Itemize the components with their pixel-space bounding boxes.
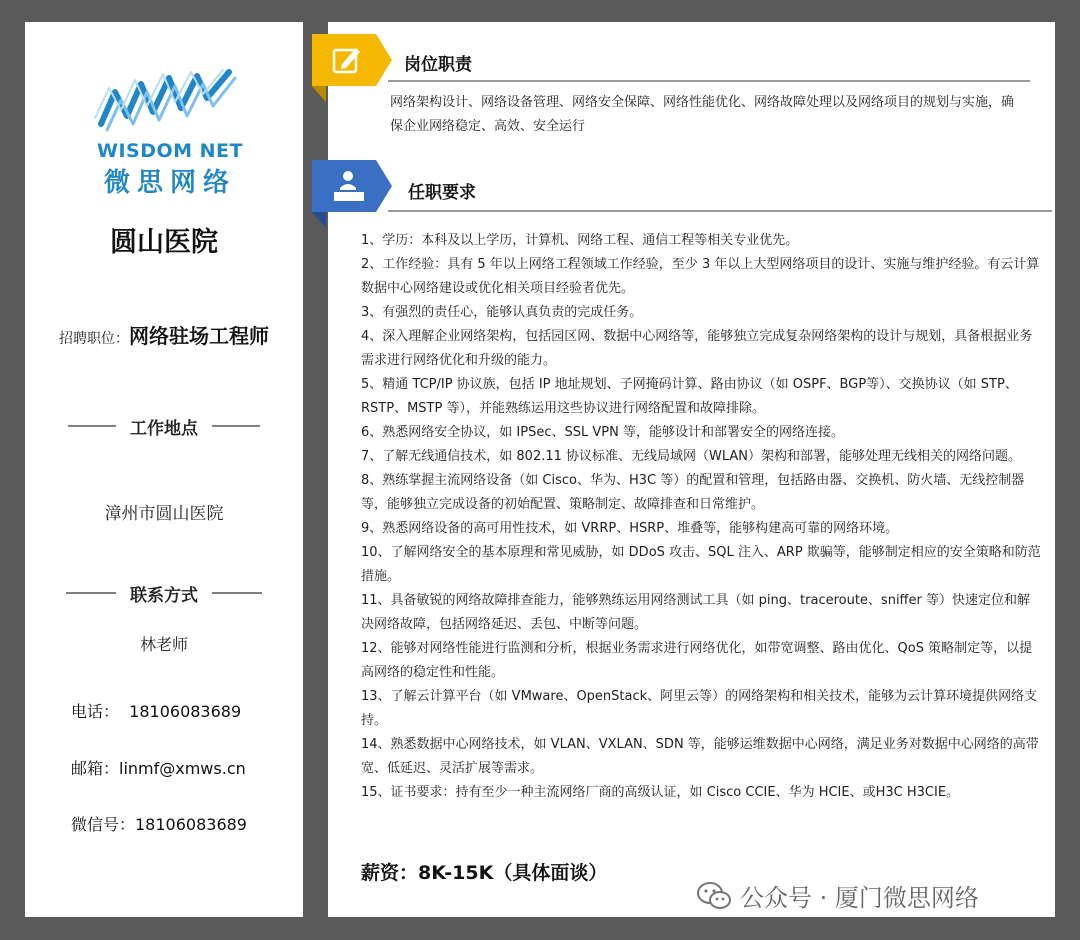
list-item: 11、具备敏锐的网络故障排查能力，能够熟练运用网络测试工具（如 ping、traceroute、sniffer 等）快速定位和解决网络故障，包括网络延迟、丢包、中断等问题。 bbox=[361, 593, 1030, 632]
position-value: 网络驻场工程师 bbox=[129, 324, 269, 348]
duty-text: 网络架构设计、网络设备管理、网络安全保障、网络性能优化、网络故障处理以及网络项目的规划与实施，确保企业网络稳定、高效、安全运行 bbox=[390, 95, 1015, 134]
company-logo bbox=[87, 68, 253, 198]
divider bbox=[66, 592, 116, 594]
contact-heading bbox=[25, 581, 303, 605]
divider bbox=[68, 425, 116, 427]
watermark bbox=[696, 878, 979, 913]
requirements-rule bbox=[388, 210, 1052, 212]
company-name: 圆山医院 bbox=[110, 227, 218, 258]
list-item: 15、证书要求：持有至少一种主流网络厂商的高级认证，如 Cisco CCIE、华为 HCIE、或H3C H3CIE。 bbox=[361, 785, 960, 800]
salary-text: 薪资：8K-15K（具体面谈） bbox=[361, 862, 608, 884]
list-item: 9、熟悉网络设备的高可用性技术，如 VRRP、HSRP、堆叠等，能够构建高可靠的网络环境。 bbox=[361, 521, 899, 536]
duty-rule bbox=[388, 80, 1030, 82]
contact-wechat: 微信号：18106083689 bbox=[71, 815, 247, 834]
job-detail-panel bbox=[328, 22, 1055, 917]
list-item: 10、了解网络安全的基本原理和常见威胁，如 DDoS 攻击、SQL 注入、ARP 欺骗等，能够制定相应的安全策略和防范措施。 bbox=[361, 545, 1041, 584]
requirements-list bbox=[361, 229, 1041, 805]
divider bbox=[212, 592, 262, 594]
list-item: 7、了解无线通信技术，如 802.11 协议标准、无线局域网（WLAN）架构和部署，能够处理无线相关的网络问题。 bbox=[361, 449, 1022, 464]
list-item: 5、精通 TCP/IP 协议族，包括 IP 地址规划、子网掩码计算、路由协议（如 OSPF、BGP等）、交换协议（如 STP、RSTP、MSTP 等），并能熟练运用这些协议进行网络配置和故障排除。 bbox=[361, 377, 1018, 416]
location-heading bbox=[25, 414, 303, 438]
location-value: 漳州市圆山医院 bbox=[104, 504, 224, 524]
list-item: 13、了解云计算平台（如 VMware、OpenStack、阿里云等）的网络架构和相关技术，能够为云计算环境提供网络支持。 bbox=[361, 689, 1038, 728]
duty-title: 岗位职责 bbox=[404, 55, 472, 75]
contact-phone: 电话： 18106083689 bbox=[71, 702, 242, 721]
location-heading-label: 工作地点 bbox=[130, 418, 198, 439]
position-label: 招聘职位： bbox=[59, 331, 129, 347]
list-item: 2、工作经验：具有 5 年以上网络工程领域工作经验，至少 3 年以上大型网络项目的设计、实施与维护经验。有云计算数据中心网络建设或优化相关项目经验者优先。 bbox=[361, 257, 1040, 296]
list-item: 12、能够对网络性能进行监测和分析，根据业务需求进行网络优化，如带宽调整、路由优化、QoS 策略制定等，以提高网络的稳定性和性能。 bbox=[361, 641, 1033, 680]
divider bbox=[212, 425, 260, 427]
contact-heading-label: 联系方式 bbox=[130, 585, 198, 606]
duty-banner bbox=[312, 34, 392, 102]
list-item: 4、深入理解企业网络架构，包括园区网、数据中心网络等，能够独立完成复杂网络架构的设计与规划，具备根据业务需求进行网络优化和升级的能力。 bbox=[361, 329, 1033, 368]
requirements-title: 任职要求 bbox=[408, 183, 476, 203]
contact-person: 林老师 bbox=[139, 635, 188, 654]
list-item: 8、熟练掌握主流网络设备（如 Cisco、华为、H3C 等）的配置和管理，包括路由器、交换机、防火墙、无线控制器等，能够独立完成设备的初始配置、策略制定、故障排查和日常维护。 bbox=[361, 473, 1025, 512]
list-item: 6、熟悉网络安全协议，如 IPSec、SSL VPN 等，能够设计和部署安全的网络连接。 bbox=[361, 425, 844, 440]
position-row bbox=[25, 320, 303, 349]
watermark-text: 公众号 · 厦门微思网络 bbox=[740, 884, 979, 912]
logo-text-en: WISDOM NET bbox=[97, 140, 243, 162]
wechat-icon bbox=[696, 881, 732, 911]
requirements-banner bbox=[312, 160, 392, 228]
contact-email: 邮箱：linmf@xmws.cn bbox=[71, 759, 246, 778]
contact-sidebar bbox=[25, 22, 303, 917]
list-item: 14、熟悉数据中心网络技术，如 VLAN、VXLAN、SDN 等，能够运维数据中心网络，满足业务对数据中心网络的高带宽、低延迟、灵活扩展等需求。 bbox=[361, 737, 1039, 776]
logo-wave-icon bbox=[87, 68, 253, 140]
list-item: 1、学历：本科及以上学历，计算机、网络工程、通信工程等相关专业优先。 bbox=[361, 233, 799, 248]
logo-text-cn: 微思网络 bbox=[103, 168, 236, 198]
list-item: 3、有强烈的责任心，能够认真负责的完成任务。 bbox=[361, 305, 643, 320]
